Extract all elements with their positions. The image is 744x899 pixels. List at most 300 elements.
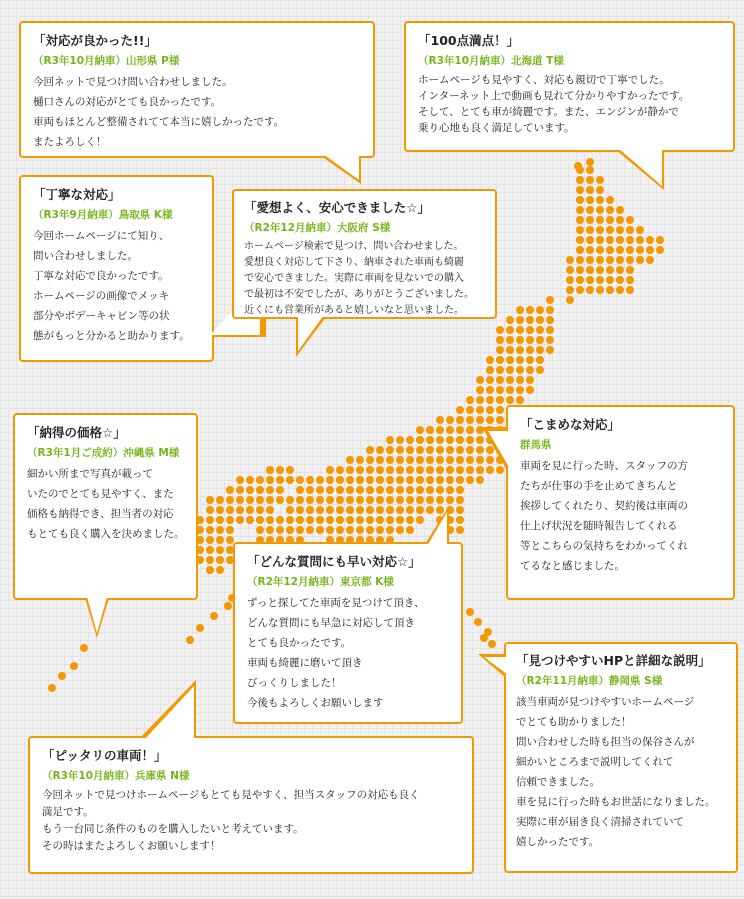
map-dot: [326, 466, 334, 474]
map-dot: [316, 506, 324, 514]
map-dot: [626, 256, 634, 264]
map-dot: [346, 476, 354, 484]
map-dot: [376, 466, 384, 474]
map-dot: [466, 456, 474, 464]
map-dot: [488, 640, 496, 648]
map-dot: [396, 446, 404, 454]
map-dot: [596, 246, 604, 254]
map-dot: [446, 486, 454, 494]
testimonial-body: 細かい所まで写真が載って いたのでとても見やすく、また 価格も納得でき、担当者の対応 もとても良く購入を決めました。: [27, 468, 185, 540]
map-dot: [426, 426, 434, 434]
map-dot: [416, 426, 424, 434]
map-dot: [616, 216, 624, 224]
map-dot: [80, 644, 88, 652]
map-dot: [366, 496, 374, 504]
map-dot: [596, 186, 604, 194]
map-dot: [246, 516, 254, 524]
map-dot: [326, 486, 334, 494]
testimonial-meta: （R3年10月納車）山形県 P様: [33, 55, 180, 67]
map-dot: [426, 456, 434, 464]
map-dot: [496, 366, 504, 374]
map-dot: [326, 506, 334, 514]
testimonial-title: 「丁寧な対応」: [33, 187, 121, 202]
map-dot: [196, 624, 204, 632]
map-dot: [386, 526, 394, 534]
testimonial-yamagata: [19, 21, 375, 158]
map-dot: [336, 476, 344, 484]
map-dot: [206, 546, 214, 554]
map-dot: [366, 486, 374, 494]
testimonial-body: 該当車両が見つけやすいホームページ でとても助かりました！ 問い合わせした時も担当の保谷さんが 細かいところまで説明してくれて 信頼できました。 車を見に行った時もお世話になりました。 実際に車が届き良く清掃されていて 嬉しかったです。: [516, 696, 716, 848]
map-dot: [626, 216, 634, 224]
map-dot: [426, 496, 434, 504]
map-dot: [356, 526, 364, 534]
map-dot: [306, 526, 314, 534]
map-dot: [376, 516, 384, 524]
map-dot: [216, 516, 224, 524]
map-dot: [586, 166, 594, 174]
map-dot: [616, 286, 624, 294]
map-dot: [376, 526, 384, 534]
map-dot: [316, 476, 324, 484]
map-dot: [386, 506, 394, 514]
map-dot: [576, 196, 584, 204]
map-dot: [386, 466, 394, 474]
map-dot: [426, 476, 434, 484]
map-dot: [276, 496, 284, 504]
map-dot: [286, 526, 294, 534]
map-dot: [210, 612, 218, 620]
map-dot: [356, 476, 364, 484]
map-dot: [456, 516, 464, 524]
map-dot: [606, 246, 614, 254]
map-dot: [216, 526, 224, 534]
map-dot: [396, 516, 404, 524]
map-dot: [466, 466, 474, 474]
testimonial-title: 「100点満点！」: [418, 33, 520, 48]
map-dot: [326, 496, 334, 504]
map-dot: [356, 506, 364, 514]
map-dot: [416, 456, 424, 464]
map-dot: [516, 366, 524, 374]
map-dot: [496, 386, 504, 394]
map-dot: [336, 516, 344, 524]
testimonial-hokkaido: [404, 21, 735, 152]
map-dot: [446, 456, 454, 464]
testimonial-tokyo: [233, 542, 463, 724]
map-dot: [286, 466, 294, 474]
map-dot: [346, 496, 354, 504]
map-dot: [616, 226, 624, 234]
testimonial-body: ホームページ検索で見つけ、問い合わせました。 愛想良く対応して下さり、納車された車両も綺麗 で安心できました。実際に車両を見ないでの購入 で最初は不安でしたが、ありがとうございました。 近くにも営業所があると嬉しいなと思いました。: [244, 241, 474, 316]
map-dot: [586, 286, 594, 294]
map-dot: [276, 466, 284, 474]
map-dot: [516, 386, 524, 394]
map-dot: [606, 256, 614, 264]
map-dot: [286, 476, 294, 484]
map-dot: [276, 486, 284, 494]
map-dot: [326, 516, 334, 524]
map-dot: [296, 506, 304, 514]
map-dot: [616, 266, 624, 274]
map-dot: [316, 516, 324, 524]
map-dot: [476, 396, 484, 404]
map-dot: [586, 186, 594, 194]
map-dot: [616, 246, 624, 254]
map-dot: [266, 496, 274, 504]
map-dot: [576, 276, 584, 284]
map-dot: [516, 336, 524, 344]
map-dot: [466, 426, 474, 434]
map-dot: [346, 506, 354, 514]
map-dot: [506, 356, 514, 364]
map-dot: [466, 406, 474, 414]
map-dot: [486, 406, 494, 414]
map-dot: [436, 416, 444, 424]
testimonial-title: 「愛想よく、安心できました☆」: [244, 200, 430, 215]
testimonial-meta: （R3年10月納車）北海道 T様: [418, 55, 564, 67]
map-dot: [386, 446, 394, 454]
map-dot: [416, 496, 424, 504]
testimonial-title: 「ピッタリの車両！」: [42, 748, 167, 763]
testimonial-osaka: [232, 189, 497, 319]
map-dot: [296, 516, 304, 524]
map-dot: [70, 662, 78, 670]
map-dot: [286, 506, 294, 514]
map-dot: [266, 476, 274, 484]
map-dot: [286, 496, 294, 504]
map-dot: [426, 466, 434, 474]
map-dot: [576, 176, 584, 184]
map-dot: [406, 436, 414, 444]
map-dot: [466, 396, 474, 404]
map-dot: [586, 256, 594, 264]
map-dot: [456, 416, 464, 424]
testimonial-body: ホームページも見やすく、対応も親切で丁寧でした。 インターネット上で動画も見れて分かりやすかったです。 そして、とても車が綺麗です。また、エンジンが静かで 乗り心地も良く満足しています。: [418, 74, 690, 134]
map-dot: [356, 466, 364, 474]
map-dot: [576, 286, 584, 294]
map-dot: [476, 376, 484, 384]
map-dot: [386, 436, 394, 444]
map-dot: [566, 266, 574, 274]
map-dot: [296, 476, 304, 484]
map-dot: [486, 376, 494, 384]
map-dot: [356, 496, 364, 504]
testimonial-hyogo: [28, 736, 474, 874]
map-dot: [396, 526, 404, 534]
map-dot: [606, 266, 614, 274]
map-dot: [346, 466, 354, 474]
map-dot: [616, 276, 624, 284]
map-dot: [266, 526, 274, 534]
map-dot: [636, 256, 644, 264]
map-dot: [546, 326, 554, 334]
testimonial-gunma: [506, 405, 735, 600]
map-dot: [216, 566, 224, 574]
map-dot: [596, 176, 604, 184]
map-dot: [276, 476, 284, 484]
map-dot: [316, 486, 324, 494]
map-dot: [506, 326, 514, 334]
testimonial-meta: （R2年12月納車）東京都 K様: [247, 576, 394, 588]
map-dot: [256, 516, 264, 524]
map-dot: [456, 456, 464, 464]
map-dot: [576, 236, 584, 244]
map-dot: [376, 486, 384, 494]
testimonial-title: 「納得の価格☆」: [27, 425, 126, 440]
map-dot: [236, 476, 244, 484]
map-dot: [516, 346, 524, 354]
map-dot: [436, 466, 444, 474]
map-dot: [626, 286, 634, 294]
map-dot: [246, 476, 254, 484]
map-dot: [496, 396, 504, 404]
map-dot: [586, 206, 594, 214]
testimonial-title: 「こまめな対応」: [520, 417, 621, 432]
map-dot: [656, 236, 664, 244]
map-dot: [516, 356, 524, 364]
map-dot: [526, 346, 534, 354]
map-dot: [386, 476, 394, 484]
map-dot: [526, 376, 534, 384]
map-dot: [586, 196, 594, 204]
map-dot: [246, 496, 254, 504]
map-dot: [436, 426, 444, 434]
map-dot: [446, 426, 454, 434]
map-dot: [626, 236, 634, 244]
map-dot: [336, 486, 344, 494]
testimonial-meta: （R3年9月納車）鳥取県 K様: [33, 209, 173, 221]
map-dot: [216, 556, 224, 564]
map-dot: [576, 186, 584, 194]
map-dot: [216, 546, 224, 554]
map-dot: [336, 506, 344, 514]
map-dot: [576, 206, 584, 214]
map-dot: [224, 602, 232, 610]
testimonial-meta: （R2年12月納車）大阪府 S様: [244, 222, 391, 234]
map-dot: [396, 466, 404, 474]
map-dot: [436, 436, 444, 444]
map-dot: [266, 486, 274, 494]
map-dot: [586, 276, 594, 284]
map-dot: [396, 436, 404, 444]
map-dot: [476, 476, 484, 484]
map-dot: [406, 516, 414, 524]
map-dot: [426, 446, 434, 454]
map-dot: [486, 356, 494, 364]
map-dot: [406, 506, 414, 514]
map-dot: [406, 466, 414, 474]
map-dot: [456, 496, 464, 504]
map-dot: [636, 246, 644, 254]
map-dot: [306, 496, 314, 504]
map-dot: [346, 456, 354, 464]
testimonial-body: 車両を見に行った時、スタッフの方 たちが仕事の手を止めてきちんと 挨拶してくれたり、契約後は車両の 仕上げ状況を随時報告してくれる 等とこちらの気持ちをわかってくれ てるなと感じました。: [520, 460, 688, 572]
map-dot: [606, 206, 614, 214]
map-dot: [256, 506, 264, 514]
map-dot: [476, 406, 484, 414]
map-dot: [326, 526, 334, 534]
map-dot: [206, 516, 214, 524]
map-dot: [246, 506, 254, 514]
map-dot: [476, 386, 484, 394]
map-dot: [356, 486, 364, 494]
map-dot: [346, 526, 354, 534]
map-dot: [366, 516, 374, 524]
map-dot: [256, 526, 264, 534]
map-dot: [616, 236, 624, 244]
map-dot: [466, 476, 474, 484]
map-dot: [186, 636, 194, 644]
map-dot: [486, 386, 494, 394]
map-dot: [626, 266, 634, 274]
map-dot: [426, 486, 434, 494]
map-dot: [436, 446, 444, 454]
testimonial-meta: 群馬県: [520, 439, 552, 451]
map-dot: [506, 396, 514, 404]
map-dot: [416, 436, 424, 444]
map-dot: [376, 476, 384, 484]
map-dot: [256, 476, 264, 484]
map-dot: [576, 246, 584, 254]
map-dot: [574, 162, 582, 170]
map-dot: [356, 516, 364, 524]
map-dot: [536, 346, 544, 354]
map-dot: [376, 496, 384, 504]
map-dot: [276, 526, 284, 534]
map-dot: [396, 506, 404, 514]
map-dot: [516, 396, 524, 404]
map-dot: [516, 326, 524, 334]
map-dot: [566, 286, 574, 294]
map-dot: [546, 306, 554, 314]
map-dot: [596, 266, 604, 274]
map-dot: [526, 336, 534, 344]
testimonial-title: 「対応が良かった!!」: [33, 33, 157, 48]
map-dot: [406, 476, 414, 484]
map-dot: [626, 226, 634, 234]
map-dot: [526, 306, 534, 314]
map-dot: [646, 236, 654, 244]
map-dot: [536, 326, 544, 334]
map-dot: [206, 526, 214, 534]
map-dot: [456, 466, 464, 474]
map-dot: [206, 566, 214, 574]
map-dot: [446, 476, 454, 484]
map-dot: [496, 346, 504, 354]
map-dot: [296, 496, 304, 504]
map-dot: [266, 516, 274, 524]
map-dot: [436, 456, 444, 464]
map-dot: [596, 196, 604, 204]
testimonial-okinawa: [13, 413, 198, 600]
map-dot: [656, 246, 664, 254]
map-dot: [256, 486, 264, 494]
map-dot: [586, 226, 594, 234]
map-dot: [526, 366, 534, 374]
map-dot: [486, 396, 494, 404]
map-dot: [436, 486, 444, 494]
map-dot: [596, 216, 604, 224]
map-dot: [486, 366, 494, 374]
testimonial-body: ずっと探してた車両を見つけて頂き、 どんな質問にも早急に対応して頂き とても良かったです。 車両も綺麗に磨いて頂き びっくりしました！ 今後もよろしくお願いします: [247, 597, 425, 709]
map-dot: [406, 446, 414, 454]
map-dot: [466, 436, 474, 444]
map-dot: [446, 496, 454, 504]
map-dot: [206, 496, 214, 504]
testimonial-body: 今回ネットで見つけホームページもとても見やすく、担当スタッフの対応も良く 満足です。 もう一台同じ条件のものを購入したいと考えています。 その時はまたよろしくお願いします！: [42, 789, 420, 852]
map-dot: [456, 426, 464, 434]
map-dot: [206, 556, 214, 564]
map-dot: [546, 296, 554, 304]
map-dot: [606, 286, 614, 294]
map-dot: [456, 406, 464, 414]
map-dot: [436, 496, 444, 504]
map-dot: [326, 476, 334, 484]
map-dot: [236, 496, 244, 504]
map-dot: [266, 506, 274, 514]
map-dot: [586, 246, 594, 254]
map-dot: [576, 226, 584, 234]
map-dot: [526, 386, 534, 394]
testimonial-tottori: [19, 175, 214, 362]
map-dot: [436, 476, 444, 484]
map-dot: [226, 516, 234, 524]
map-dot: [586, 266, 594, 274]
map-dot: [476, 416, 484, 424]
map-dot: [416, 476, 424, 484]
map-dot: [526, 356, 534, 364]
map-dot: [216, 506, 224, 514]
map-dot: [526, 316, 534, 324]
map-dot: [216, 536, 224, 544]
map-dot: [346, 516, 354, 524]
map-dot: [596, 286, 604, 294]
map-dot: [466, 608, 474, 616]
map-dot: [446, 436, 454, 444]
map-dot: [386, 496, 394, 504]
map-dot: [206, 536, 214, 544]
map-dot: [596, 226, 604, 234]
map-dot: [416, 466, 424, 474]
map-dot: [606, 276, 614, 284]
map-dot: [636, 226, 644, 234]
map-dot: [226, 486, 234, 494]
map-dot: [606, 236, 614, 244]
testimonial-body: 今回ホームページにて知り、 問い合わせしました。 丁寧な対応で良かったです。 ホームページの画像でメッキ 部分やボデーキャビン等の状 態がもっと分かると助かります。: [33, 230, 190, 342]
map-dot: [616, 256, 624, 264]
map-dot: [336, 496, 344, 504]
map-dot: [516, 316, 524, 324]
map-dot: [226, 526, 234, 534]
map-dot: [48, 684, 56, 692]
map-dot: [506, 316, 514, 324]
map-dot: [386, 456, 394, 464]
map-dot: [246, 486, 254, 494]
map-dot: [506, 346, 514, 354]
map-dot: [396, 486, 404, 494]
map-dot: [406, 526, 414, 534]
map-dot: [546, 316, 554, 324]
map-dot: [386, 516, 394, 524]
map-dot: [296, 526, 304, 534]
map-dot: [606, 226, 614, 234]
map-dot: [416, 486, 424, 494]
map-dot: [336, 466, 344, 474]
map-dot: [416, 446, 424, 454]
map-dot: [406, 456, 414, 464]
map-dot: [636, 236, 644, 244]
